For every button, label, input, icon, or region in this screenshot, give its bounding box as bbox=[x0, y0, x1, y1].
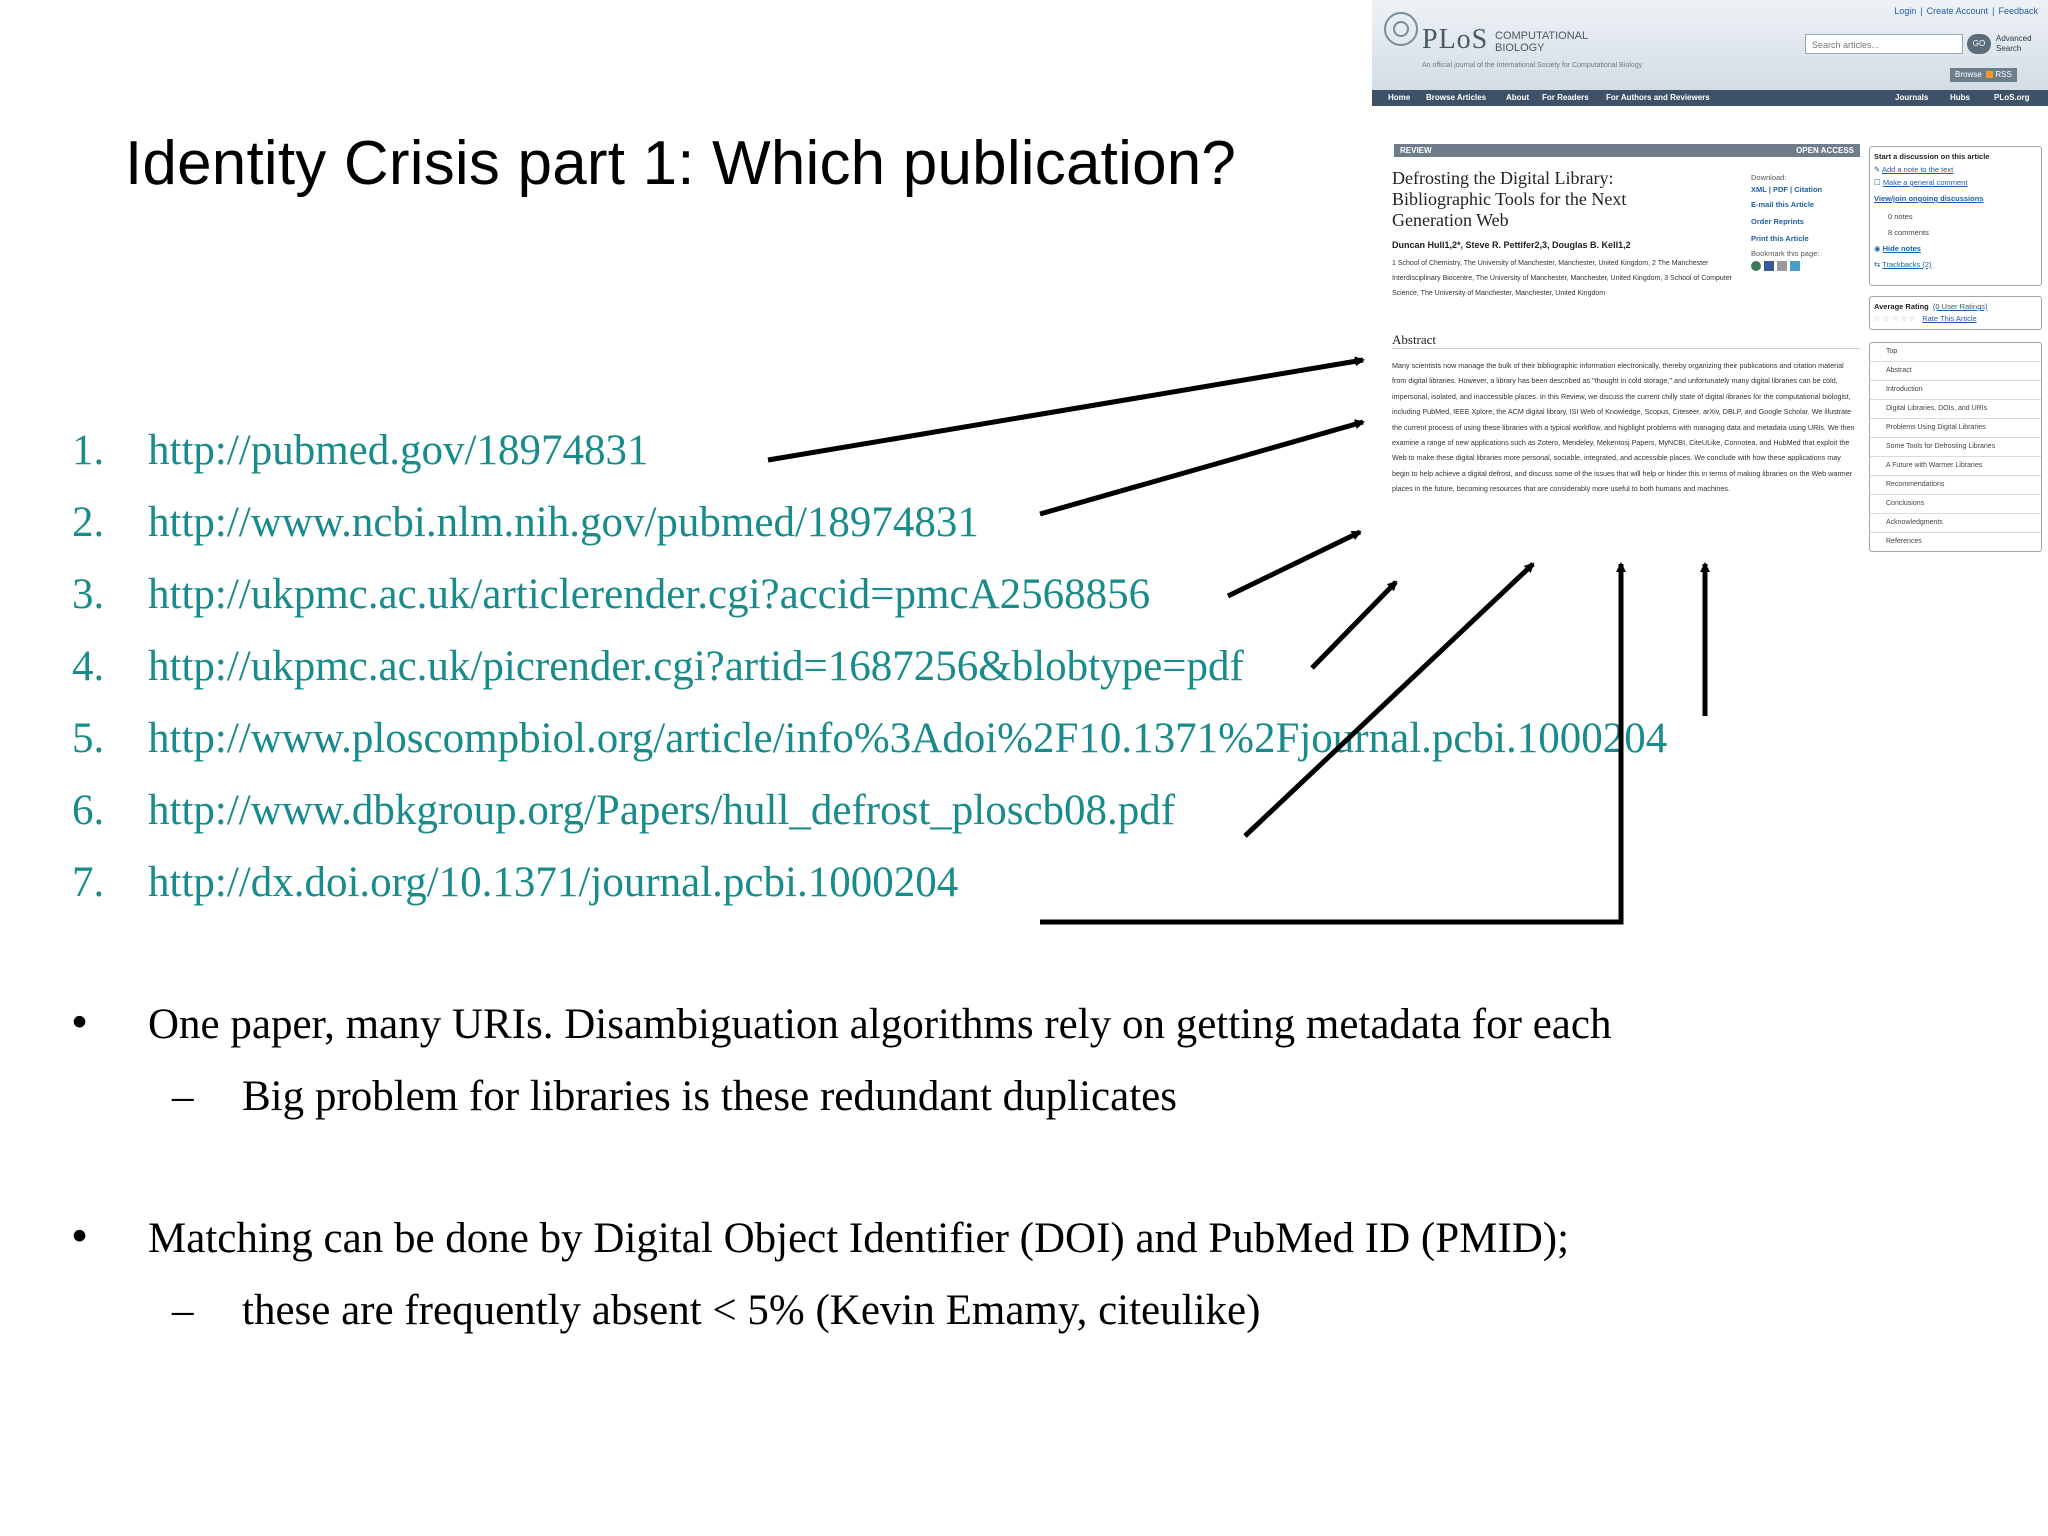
separator: | bbox=[1920, 6, 1923, 16]
rate-article-link[interactable]: Rate This Article bbox=[1922, 314, 1977, 323]
eye-icon: ◉ bbox=[1874, 244, 1883, 253]
toc-item[interactable]: Acknowledgments bbox=[1870, 514, 2041, 533]
sub-bullet-text: these are frequently absent < 5% (Kevin Emamy, citeulike) bbox=[242, 1287, 1261, 1334]
article-title: Defrosting the Digital Library: Bibliographic Tools for the Next Generation Web bbox=[1392, 168, 1627, 230]
arrow-line bbox=[1228, 532, 1360, 596]
toc-item[interactable]: Some Tools for Defrosting Libraries bbox=[1870, 438, 2041, 457]
email-article-link[interactable]: E-mail this Article bbox=[1751, 200, 1815, 209]
journal-tagline: An official journal of the International Society for Computational Biology bbox=[1422, 62, 1643, 69]
url-number: 2. bbox=[72, 499, 105, 546]
toc-item[interactable]: Digital Libraries, DOIs, and URIs bbox=[1870, 400, 2041, 419]
comment-icon: ☐ bbox=[1874, 178, 1883, 187]
nav-item-plos-org[interactable]: PLoS.org bbox=[1994, 93, 2030, 102]
search-input[interactable]: Search articles... bbox=[1805, 34, 1963, 54]
hide-notes-label: Hide notes bbox=[1882, 244, 1921, 253]
toc-item[interactable]: Top bbox=[1870, 343, 2041, 362]
nav-item-browse[interactable]: Browse Articles bbox=[1426, 93, 1487, 102]
url-number: 7. bbox=[72, 859, 105, 906]
toc-item[interactable]: A Future with Warmer Libraries bbox=[1870, 457, 2041, 476]
dash-symbol: – bbox=[172, 1287, 194, 1334]
nav-item-hubs[interactable]: Hubs bbox=[1950, 93, 1970, 102]
go-button[interactable]: GO bbox=[1967, 34, 1991, 54]
toc-item[interactable]: References bbox=[1886, 538, 1922, 545]
toc-item[interactable]: Abstract bbox=[1870, 362, 2041, 381]
url-link[interactable]: http://www.ncbi.nlm.nih.gov/pubmed/18974831 bbox=[148, 499, 979, 546]
arrow-line bbox=[1245, 564, 1533, 836]
view-discussions-link[interactable]: View/join ongoing discussions bbox=[1874, 194, 1984, 203]
rating-label: Average Rating bbox=[1874, 302, 1929, 311]
nav-item-home[interactable]: Home bbox=[1388, 93, 1411, 102]
toc-item[interactable]: Recommendations bbox=[1870, 476, 2041, 495]
bullet-text: Matching can be done by Digital Object Identifier (DOI) and PubMed ID (PMID); bbox=[148, 1215, 1570, 1262]
bookmark-label: Bookmark this page: bbox=[1751, 249, 1820, 258]
dash-symbol: – bbox=[172, 1073, 194, 1120]
pencil-icon: ✎ bbox=[1874, 165, 1882, 174]
url-link[interactable]: http://www.dbkgroup.org/Papers/hull_defrost_ploscb08.pdf bbox=[148, 787, 1176, 834]
journal-name-line: BIOLOGY bbox=[1495, 42, 1545, 54]
toc-item[interactable]: Conclusions bbox=[1870, 495, 2041, 514]
abstract-heading: Abstract bbox=[1392, 332, 1437, 347]
nav-item-journals[interactable]: Journals bbox=[1895, 93, 1929, 102]
login-link[interactable]: Login bbox=[1894, 6, 1917, 16]
url-number: 5. bbox=[72, 715, 105, 762]
article-affiliations: 1 School of Chemistry, The University of Manchester, Manchester, United Kingdom, 2 The Manchester Interdisciplinary Biocentre, The University of Manchester, Manchester, United Kingdom, 3 School of Computer Science, The University of Manchester, Manchester, United Kingdom bbox=[1392, 260, 1732, 297]
url-link[interactable]: http://pubmed.gov/18974831 bbox=[148, 427, 649, 474]
nav-item-authors[interactable]: For Authors and Reviewers bbox=[1606, 93, 1710, 102]
abstract-text: Many scientists now manage the bulk of their bibliographic information electronically, thereby organizing their publications and citation material from digital libraries. However, a library has been described as "thought in cold storage," and unfortunately many digital libraries can be cold, impersonal, isolated, and inaccessible places. In this Review, we discuss the current chilly state of digital libraries for the computational biologist, including PubMed, IEEE Xplore, the ACM digital library, ISI Web of Knowledge, Scopus, Citeseer, arXiv, DBLP, and Google Scholar. We illustrate the current process of using these libraries with a typical workflow, and highlight problems with managing data and metadata using URIs. We then examine a range of new applications such as Zotero, Mendeley, Mekentosj Papers, MyNCBI, CiteULike, Connotea, and HubMed that exploit the Web to make these digital libraries more personal, sociable, integrated, and accessible places. We conclude with how these applications may begin to help achieve a digital defrost, and discuss some of the issues that will help or hinder this in terms of making libraries on the Web warmer places in the future, becoming resources that are considerably more useful to both humans and machines. bbox=[1392, 361, 1855, 494]
arrow-line bbox=[1040, 564, 1621, 922]
bullet-symbol: • bbox=[72, 1212, 88, 1260]
arrow-line bbox=[1312, 582, 1396, 668]
url-number: 3. bbox=[72, 571, 105, 618]
nav-item-readers[interactable]: For Readers bbox=[1542, 93, 1589, 102]
url-link[interactable]: http://ukpmc.ac.uk/articlerender.cgi?accid=pmcA2568856 bbox=[148, 571, 1151, 618]
browse-button[interactable]: Browse bbox=[1955, 70, 1982, 79]
notes-count: 0 notes bbox=[1888, 212, 1913, 221]
feedback-link[interactable]: Feedback bbox=[1998, 6, 2038, 16]
toc-item[interactable]: Problems Using Digital Libraries bbox=[1870, 419, 2041, 438]
arrow-line bbox=[1040, 422, 1363, 514]
bullet-text: One paper, many URIs. Disambiguation algorithms rely on getting metadata for each bbox=[148, 1001, 1612, 1048]
toc-item[interactable]: Introduction bbox=[1870, 381, 2041, 400]
user-ratings-link[interactable]: (0 User Ratings) bbox=[1932, 302, 1988, 311]
url-number: 4. bbox=[72, 643, 105, 690]
rss-button[interactable]: RSS bbox=[1995, 70, 2012, 79]
add-note-label: Add a note to the text bbox=[1881, 165, 1954, 174]
bullet-symbol: • bbox=[72, 998, 88, 1046]
article-authors: Duncan Hull1,2*, Steve R. Pettifer2,3, Douglas B. Kell1,2 bbox=[1392, 240, 1631, 250]
plos-logo: PLoS bbox=[1422, 24, 1489, 55]
url-link[interactable]: http://ukpmc.ac.uk/picrender.cgi?artid=1687256&blobtype=pdf bbox=[148, 643, 1244, 690]
print-article-link[interactable]: Print this Article bbox=[1751, 234, 1809, 243]
url-link[interactable]: http://dx.doi.org/10.1371/journal.pcbi.1000204 bbox=[148, 859, 959, 906]
create-account-link[interactable]: Create Account bbox=[1926, 6, 1989, 16]
sub-bullet-text: Big problem for libraries is these redundant duplicates bbox=[242, 1073, 1177, 1120]
nav-item-about[interactable]: About bbox=[1506, 93, 1530, 102]
article-type: REVIEW bbox=[1400, 146, 1432, 155]
trackbacks-label: Trackbacks (2) bbox=[1882, 260, 1932, 269]
open-access-badge: OPEN ACCESS bbox=[1796, 146, 1854, 155]
download-links[interactable]: XML | PDF | Citation bbox=[1751, 185, 1823, 194]
url-number: 6. bbox=[72, 787, 105, 834]
trackback-icon: ⇆ bbox=[1874, 260, 1883, 269]
order-reprints-link[interactable]: Order Reprints bbox=[1751, 217, 1804, 226]
separator: | bbox=[1992, 6, 1995, 16]
slide-title: Identity Crisis part 1: Which publication? bbox=[125, 129, 1237, 198]
discussion-heading: Start a discussion on this article bbox=[1874, 152, 1990, 161]
star-icon[interactable]: ☆ ☆ ☆ ☆ ☆ bbox=[1874, 314, 1916, 323]
comments-count: 8 comments bbox=[1888, 228, 1929, 237]
url-link[interactable]: http://www.ploscompbiol.org/article/info%3Adoi%2F10.1371%2Fjournal.pcbi.1000204 bbox=[148, 715, 1668, 762]
url-number: 1. bbox=[72, 427, 105, 474]
general-comment-label: Make a general comment bbox=[1882, 178, 1968, 187]
journal-name-line: COMPUTATIONAL bbox=[1495, 30, 1589, 42]
advanced-search-link[interactable]: Advanced Search bbox=[1996, 34, 2032, 53]
download-label: Download: bbox=[1751, 173, 1787, 182]
